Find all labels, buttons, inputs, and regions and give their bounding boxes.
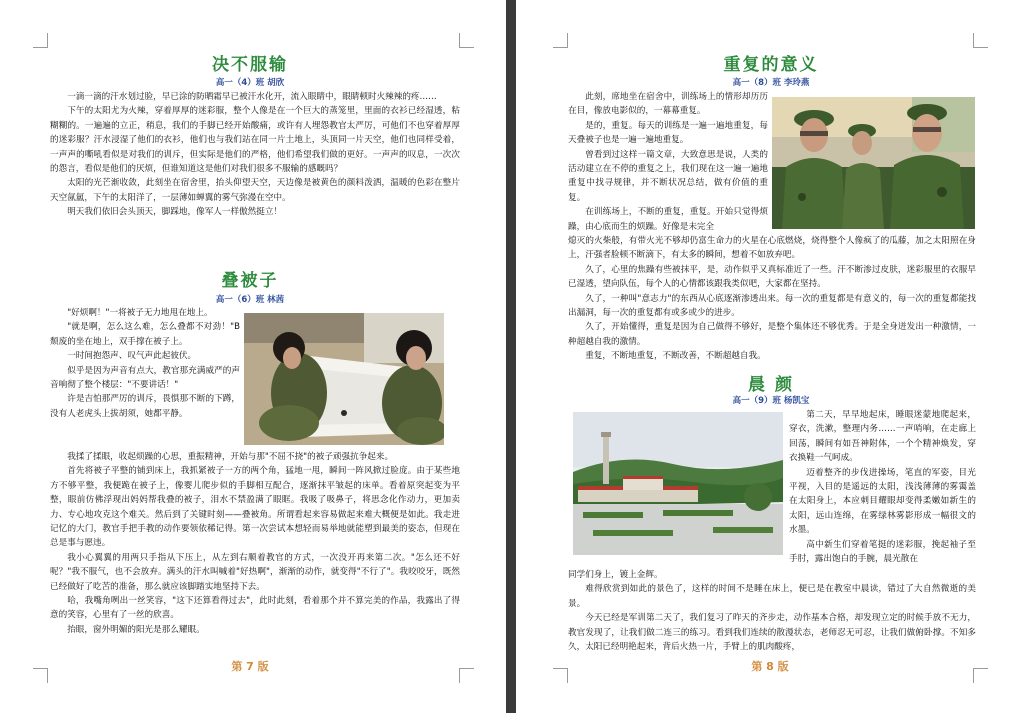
photo-folding-quilts — [244, 313, 444, 445]
paragraph: 重复，不断地重复，不断改善，不断超越自我。 — [585, 351, 766, 362]
paragraph: 久了，心里的焦躁有些被抹平，是，动作似乎又真标准近了一些。汗不断渗过皮肤，迷彩服里的衣服早已湿透，望向队伍，每个人的心情都该跟我类似吧，大家都在坚持。 — [568, 264, 976, 290]
article-title: 晨 颜 — [748, 375, 794, 395]
paragraph: 此刻，席地坐在宿舍中，训练场上的情形却历历在目，像放电影似的，一幕幕重复。 — [568, 92, 768, 117]
paragraph: "就是啊，怎么这么难，怎么叠都不对劲！"B颓废的坐在地上，双手撑在被子上。 — [50, 322, 240, 347]
paragraph: 第二天，早早地起床，睡眼迷蒙地爬起来，穿衣，洗漱，整理内务……一声哨响，在走廊上回荡，瞬间有如吾神附体，一个个精神焕发，穿衣换鞋一气呵成。 — [789, 410, 976, 464]
paragraph: 首先将被子平整的铺到床上，我抓紧被子一方的两个角，猛地一甩，瞬间一阵风掀过脸庞。由于某些地方不够平整，我便跪在被子上，像婴儿爬步似的手脚相互配合，逐渐抹平皱起的床单。看着原突起变为平整，眼前仿佛浮现出妈妈帮我叠的被子，泪水不禁盈满了眼眶。我吸了吸鼻子，将思念化作动力，更加卖力、专心地攻克这个难关。然后到了关键时刻——叠被角。所谓看起来容易做起来难大概便是如此。我走进记忆的大门，教官手把手教的动作要领依稀记得。第一次尝试本想轻而易举地就能塑到最美的姿态，但现在总是事与愿违。 — [50, 466, 460, 549]
article-body — [50, 90, 460, 220]
crop-mark — [459, 33, 474, 48]
paragraph: 难得欣赏到如此的景色了，这样的时间不是睡在床上，便已是在教室中晨读，错过了大自然微逝的美景。 — [568, 584, 976, 609]
photo-campus — [573, 412, 783, 555]
article-body — [50, 450, 460, 637]
paragraph: 迈着整齐的步伐进操场，笔直的军姿，目光平视，入目的是遥远的太阳，浅浅薄薄的雾霭盖在太阳身上，本应刺目耀眼却变得柔嫩如新生的太阳，远山连绵，在雾绿林雾影形成一幅很文的水墨。 — [789, 467, 976, 536]
paragraph: "好烦啊！"一将被子无力地甩在地上。 — [67, 308, 213, 318]
paragraph: 久了，开始懂得，重复是因为自己做得不够好，是整个集体还不够优秀。于是全身迸发出一种激情，一种超越自我的激情。 — [568, 322, 976, 347]
article-body — [50, 306, 240, 421]
paragraph: 同学们身上，镀上金辉。 — [568, 570, 663, 580]
article-body — [568, 90, 768, 234]
paragraph: 抬眼，窗外明媚的阳光是那么耀眼。 — [67, 624, 205, 635]
paragraph: 一时间抱怨声、叹气声此起彼伏。 — [67, 351, 197, 362]
page-number: 第 8 版 — [751, 660, 789, 673]
article-byline: 高一（8）班 李玲燕 — [732, 78, 810, 88]
crop-mark — [973, 668, 988, 683]
paragraph: 下午的太阳尤为火辣，穿着厚厚的迷彩服，整个人像是在一个巨大的蒸笼里，里面的衣衫已经湿透，粘糊糊的。一遍遍的立正，稍息，我们的手脚已经开始酸痛，或许有人埋怨教官太严厉，可他们不也穿着厚厚的迷彩服？汗水浸湿了他们的衣衫，他们也与我们站在同一片土地上，头顶同一片天空，他们也同样受着，一声声的嘶吼看似是对我们的训斥，但实际是他们的严格，他们希望我们做的更好。一声声的叹息，一次次的怨言，看似是他们的厌烦，但谁知道这是他们对我们很多不服输的感嘅吗？ — [50, 106, 460, 175]
paragraph: 在训练场上，不断的重复，重复。开始只觉得烦躁，由心底而生的烦躁。好像是未完全 — [568, 207, 768, 232]
crop-mark — [553, 33, 568, 48]
paragraph: 今天已经是军训第二天了，我们复习了昨天的齐步走，动作基本合格，却发现立定的时候手放不无力，教官发现了，让我们做二连三的练习。看到我们连续的散漫状态，老师忍无可忍，让我们做俯卧撑。不知多久，太阳已经明艳起来，背后火热一片，手臂上的肌肉酸疼， — [568, 613, 976, 653]
article-byline: 高一（4）班 胡欣 — [215, 78, 285, 88]
crop-mark — [459, 668, 474, 683]
article-byline: 高一（9）班 杨凯宝 — [732, 396, 810, 406]
page-7 — [0, 0, 506, 713]
article-title: 重复的意义 — [723, 55, 819, 75]
crop-mark — [973, 33, 988, 48]
crop-mark — [33, 33, 48, 48]
paragraph: 我小心翼翼的用两只手指从下压上，从左到右顺着教官的方式，一次没开再来第二次。"怎么还不好呢？"我不服气，也不会放弃。满头的汗水叫喊着"好热啊"，渐渐的动作，就变得"不行了"。我咬咬牙，既然已经做好了吃苦的准备，那么就应该脚踏实地坚持下去。 — [50, 552, 460, 592]
page-number: 第 7 版 — [231, 660, 269, 673]
paragraph: 一滴一滴的汗水划过脸，早已涂的防晒霜早已被汗水化开，流入眼睛中，眼睛顿时火辣辣的疼…… — [67, 92, 437, 102]
paragraph: 久了，一种叫"意志力"的东西从心底逐渐渗透出来。每一次的重复都是有意义的，每一次的重复都能找出漏洞，每一次的重复都有或多或少的进步。 — [568, 293, 976, 319]
article-byline: 高一（6）班 林茜 — [215, 295, 285, 305]
article-title: 决不服输 — [212, 55, 288, 75]
article-body — [789, 408, 976, 566]
page-8 — [516, 0, 1024, 713]
paragraph: 许是吉怕那严厉的训斥，畏惧那不断的下蹲，没有人老虎头上拔胡须，她都平静。 — [50, 394, 240, 419]
crop-mark — [553, 668, 568, 683]
paragraph: 曾看到过这样一篇文章，大致意思是说，人类的活动建立在不停的重复之上，我们现在这一遍一遍地重复中找寻规律，并不断状况总结，做有价值的重复。 — [568, 149, 768, 203]
paragraph: 高中新生们穿着笔挺的迷彩服，挽起袖子至手肘，露出饱白的手腕，晨光散在 — [789, 539, 976, 565]
paragraph: 哈，我嘴角咧出一丝笑容，"这下还算看得过去"，此时此刻，看着那个并不算完美的作品，我露出了得意的笑容，心里有了一丝的欣喜。 — [50, 596, 460, 621]
paragraph: 熄灭的火柴般，有带火光不够却仍富生命力的火星在心底燃烧，烧得整个人像疯了的瓜藤，加之太阳照在身上，汗强者脸顿不断滴下，有太多的瞬间，想着不如放弃吧。 — [568, 236, 976, 261]
paragraph: 我揉了揉眼，收起烦躁的心思，重振精神，开始与那"不屈不挠"的被子顽强抗争起来。 — [67, 452, 394, 462]
paragraph: 似乎是因为声音有点大，教官那充满威严的声音响彻了整个楼层："不要讲话！" — [50, 365, 240, 391]
page-gutter — [506, 0, 516, 713]
paragraph: 是的，重复。每天的训练是一遍一遍地重复，每天叠被子也是一遍一遍地重复。 — [568, 120, 768, 146]
crop-mark — [33, 668, 48, 683]
paragraph: 太阳的光芒渐收敛，此刻坐在宿舍里，抬头仰望天空，天边像是被黄色的颜料泼洒，温暖的色彩在整片天空氤氲，下午的太阳洋了，一层薄如蝉翼的雾气弥漫在空中。 — [50, 178, 460, 203]
photo-cadets — [772, 97, 975, 229]
article-body — [568, 234, 976, 364]
article-body — [568, 568, 976, 654]
article-title: 叠被子 — [221, 271, 279, 291]
paragraph: 明天我们依旧会头顶天，脚踩地，像军人一样傲然挺立！ — [67, 207, 283, 218]
